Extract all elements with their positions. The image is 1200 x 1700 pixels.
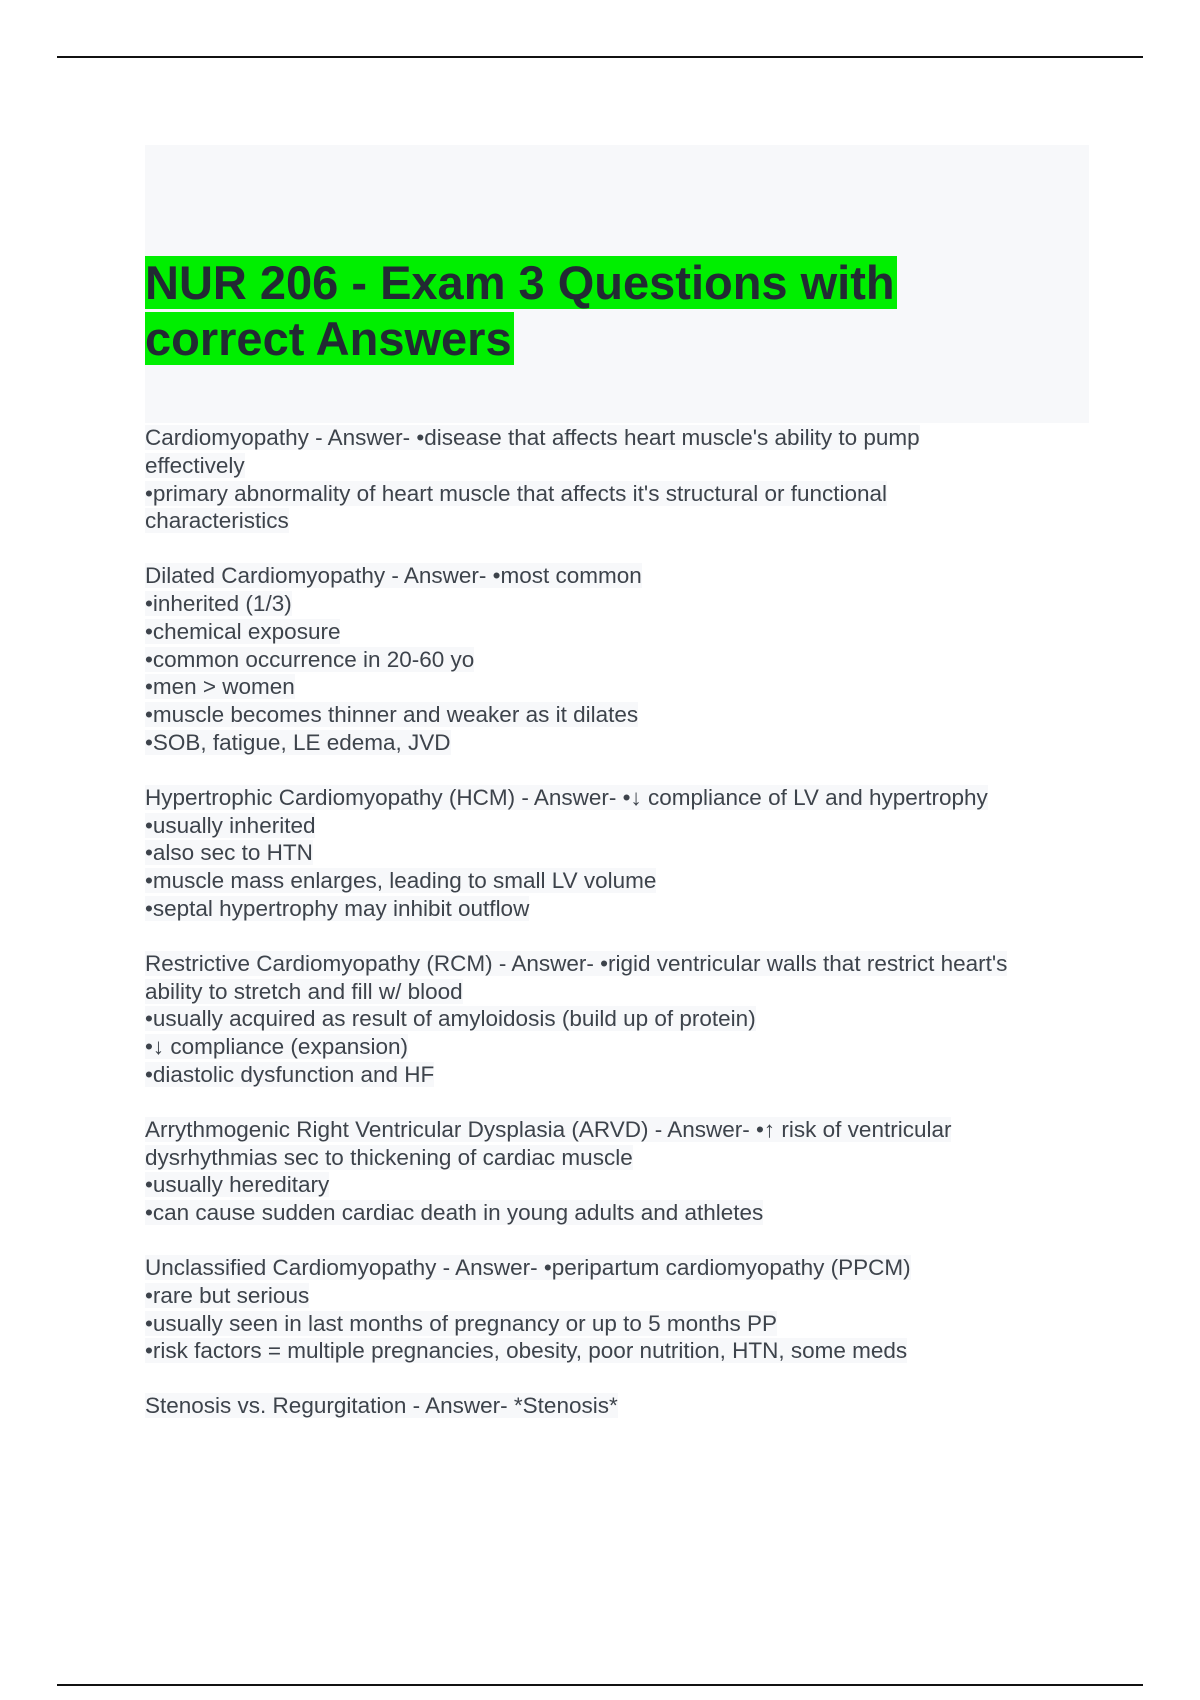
qa-answer-line xyxy=(145,1310,1089,1338)
qa-answer-line xyxy=(145,1171,1089,1199)
title-block xyxy=(145,145,1089,423)
qa-answer-line xyxy=(145,480,1089,508)
qa-answer-line xyxy=(145,701,1089,729)
qa-text: •common occurrence in 20-60 yo xyxy=(145,646,475,672)
qa-text: Restrictive Cardiomyopathy (RCM) - Answer- •rigid ventricular walls that restrict heart's xyxy=(145,950,1008,976)
qa-text: •muscle becomes thinner and weaker as it dilates xyxy=(145,702,639,728)
qa-text: •usually inherited xyxy=(145,812,316,838)
qa-text: Dilated Cardiomyopathy - Answer- •most common xyxy=(145,563,642,589)
qa-text: Arrythmogenic Right Ventricular Dysplasia (ARVD) - Answer- •↑ risk of ventricular xyxy=(145,1116,952,1142)
qa-text: •rare but serious xyxy=(145,1282,310,1308)
document-title xyxy=(145,255,1005,367)
qa-text: •septal hypertrophy may inhibit outflow xyxy=(145,895,530,921)
qa-text: •SOB, fatigue, LE edema, JVD xyxy=(145,729,451,755)
qa-answer-line xyxy=(145,978,1089,1006)
qa-answer-line xyxy=(145,1061,1089,1089)
qa-entry xyxy=(145,424,1089,535)
qa-question-line xyxy=(145,1116,1089,1144)
qa-question-line xyxy=(145,1254,1089,1282)
qa-entry xyxy=(145,1116,1089,1227)
qa-answer-line xyxy=(145,646,1089,674)
qa-text: •chemical exposure xyxy=(145,618,341,644)
header-rule xyxy=(57,56,1143,58)
qa-text: Unclassified Cardiomyopathy - Answer- •peripartum cardiomyopathy (PPCM) xyxy=(145,1254,911,1280)
qa-question-line xyxy=(145,950,1089,978)
qa-text: •also sec to HTN xyxy=(145,840,313,866)
qa-text: Stenosis vs. Regurgitation - Answer- *Stenosis* xyxy=(145,1393,618,1419)
qa-entry xyxy=(145,1392,1089,1420)
qa-list xyxy=(145,424,1089,1447)
qa-text: •primary abnormality of heart muscle that affects it's structural or functional xyxy=(145,480,888,506)
qa-text: •usually seen in last months of pregnancy or up to 5 months PP xyxy=(145,1310,777,1336)
qa-text: effectively xyxy=(145,452,245,478)
qa-answer-line xyxy=(145,729,1089,757)
qa-answer-line xyxy=(145,507,1089,535)
qa-text: •muscle mass enlarges, leading to small LV volume xyxy=(145,868,657,894)
qa-entry xyxy=(145,950,1089,1089)
qa-text: Cardiomyopathy - Answer- •disease that affects heart muscle's ability to pump xyxy=(145,425,920,450)
qa-answer-line xyxy=(145,1282,1089,1310)
qa-entry xyxy=(145,562,1089,757)
qa-question-line xyxy=(145,784,1089,812)
footer-rule xyxy=(57,1684,1143,1686)
qa-text: •risk factors = multiple pregnancies, obesity, poor nutrition, HTN, some meds xyxy=(145,1338,908,1364)
qa-answer-line xyxy=(145,1005,1089,1033)
title-line: NUR 206 - Exam 3 Questions with xyxy=(145,256,895,309)
qa-answer-line xyxy=(145,867,1089,895)
qa-entry xyxy=(145,784,1089,923)
qa-question-line xyxy=(145,424,1089,452)
qa-answer-line xyxy=(145,1033,1089,1061)
qa-answer-line xyxy=(145,618,1089,646)
qa-answer-line xyxy=(145,1337,1089,1365)
qa-text: characteristics xyxy=(145,508,289,534)
qa-text: •men > women xyxy=(145,674,295,700)
qa-answer-line xyxy=(145,839,1089,867)
qa-text: •inherited (1/3) xyxy=(145,590,292,616)
qa-text: •↓ compliance (expansion) xyxy=(145,1034,409,1060)
qa-question-line xyxy=(145,1392,1089,1420)
qa-answer-line xyxy=(145,895,1089,923)
qa-answer-line xyxy=(145,452,1089,480)
title-line: correct Answers xyxy=(145,312,512,365)
qa-text: •can cause sudden cardiac death in young adults and athletes xyxy=(145,1200,764,1226)
qa-answer-line xyxy=(145,590,1089,618)
qa-entry xyxy=(145,1254,1089,1365)
qa-text: •usually hereditary xyxy=(145,1172,330,1198)
qa-answer-line xyxy=(145,812,1089,840)
qa-question-line xyxy=(145,562,1089,590)
qa-answer-line xyxy=(145,673,1089,701)
qa-text: •diastolic dysfunction and HF xyxy=(145,1061,435,1087)
qa-text: •usually acquired as result of amyloidosis (build up of protein) xyxy=(145,1006,756,1032)
qa-answer-line xyxy=(145,1144,1089,1172)
qa-answer-line xyxy=(145,1199,1089,1227)
qa-text: dysrhythmias sec to thickening of cardiac muscle xyxy=(145,1144,633,1170)
qa-text: Hypertrophic Cardiomyopathy (HCM) - Answer- •↓ compliance of LV and hypertrophy xyxy=(145,784,988,810)
qa-text: ability to stretch and fill w/ blood xyxy=(145,978,463,1004)
